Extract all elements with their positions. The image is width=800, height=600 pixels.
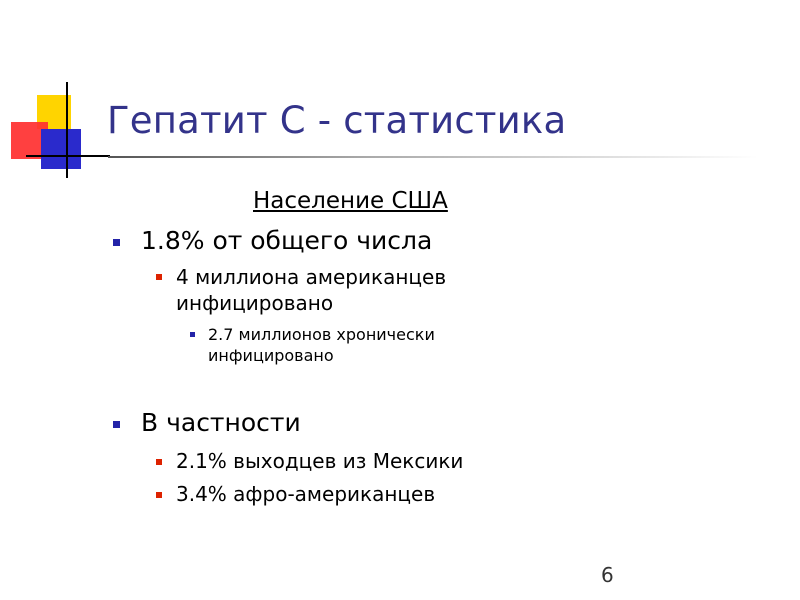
- bullet-square-icon: [156, 459, 162, 465]
- bullet-level1-item: В частности: [141, 408, 301, 437]
- bullet-square-icon: [190, 332, 195, 337]
- bullet-level1-item: 1.8% от общего числа: [141, 226, 433, 255]
- title-underline-rule: [108, 156, 758, 158]
- logo-vertical-line: [66, 82, 68, 178]
- slide-title: Гепатит C - статистика: [107, 99, 567, 142]
- bullet-level2-item: 3.4% афро-американцев: [176, 482, 436, 506]
- logo-blue-square: [41, 129, 81, 169]
- slide-subtitle: Население США: [253, 188, 448, 214]
- bullet-level2-item: 4 миллиона американцев: [176, 265, 447, 289]
- bullet-square-icon: [113, 421, 120, 428]
- bullet-square-icon: [113, 239, 120, 246]
- logo-horizontal-line: [26, 155, 110, 157]
- bullet-level2-item-continuation: инфицировано: [176, 291, 334, 315]
- slide-logo: [0, 0, 120, 190]
- bullet-level3-item-continuation: инфицировано: [208, 346, 334, 365]
- bullet-square-icon: [156, 492, 162, 498]
- bullet-square-icon: [156, 274, 162, 280]
- bullet-level3-item: 2.7 миллионов хронически: [208, 325, 435, 344]
- bullet-level2-item: 2.1% выходцев из Мексики: [176, 449, 464, 473]
- slide-page-number: 6: [601, 563, 614, 587]
